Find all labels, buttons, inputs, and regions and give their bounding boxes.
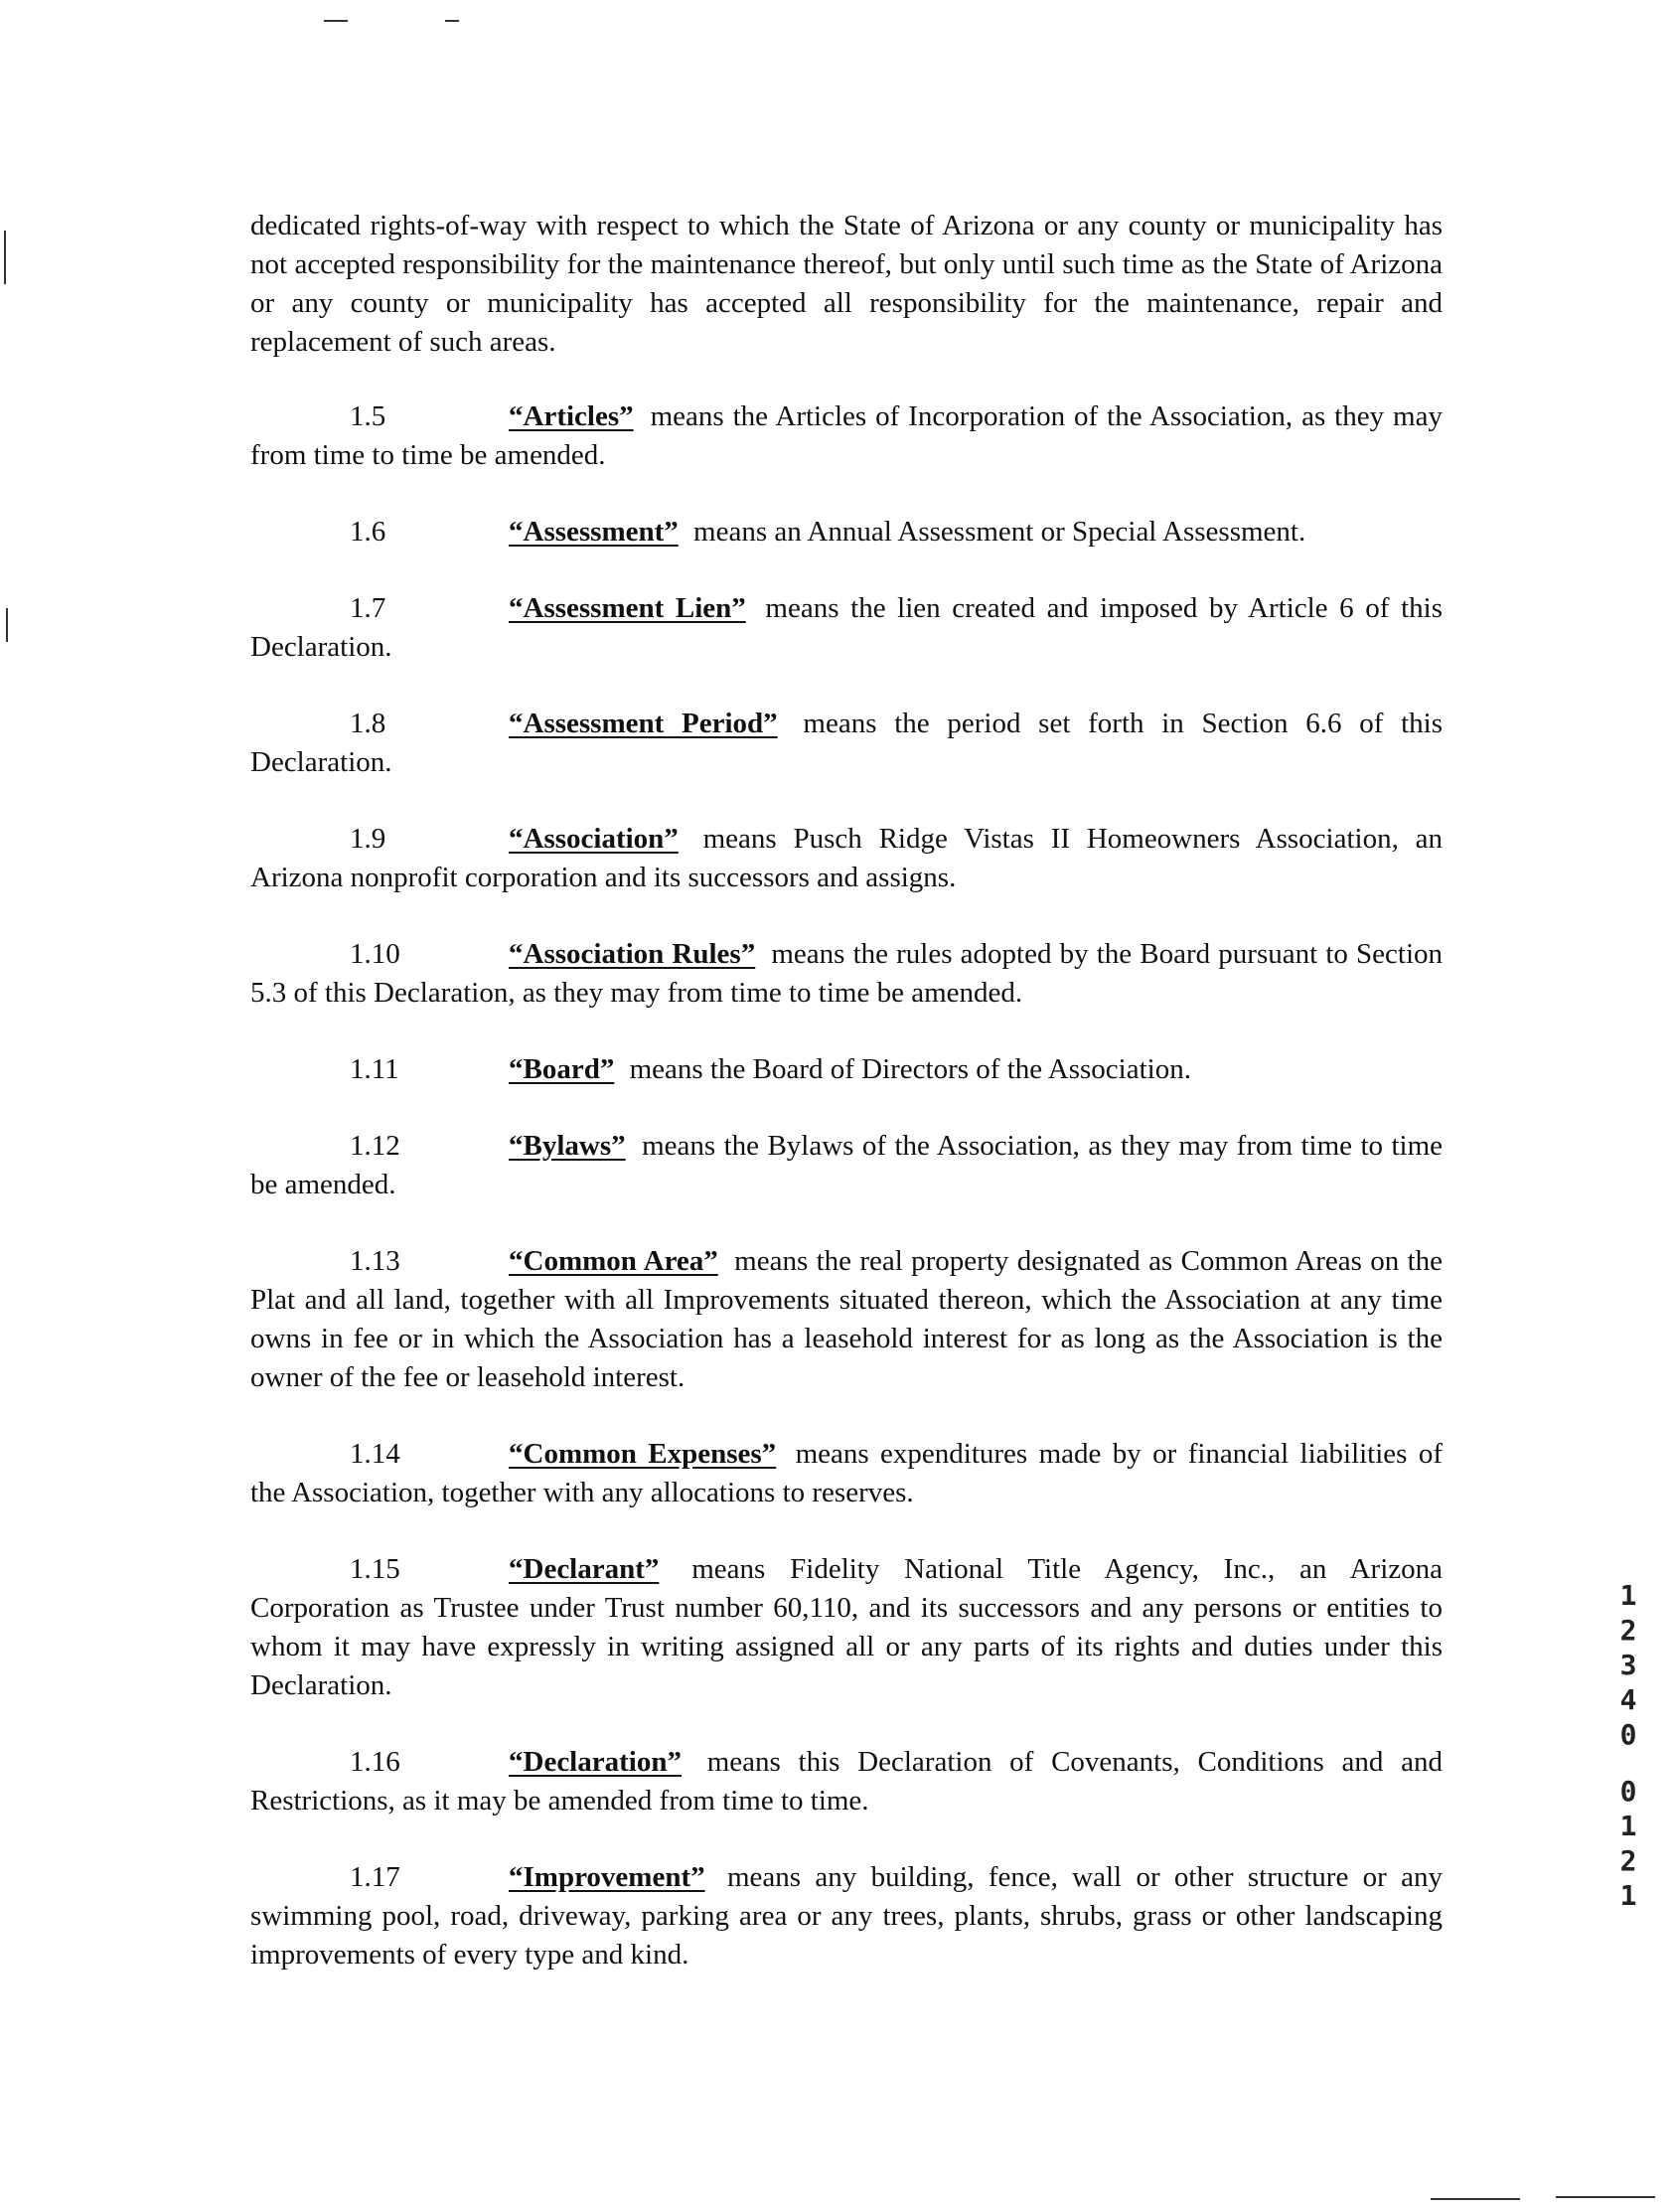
definition-text: means the lien created and imposed by Article 6 of this Declaration. [250, 592, 1443, 663]
scan-mark [445, 20, 459, 22]
stamp-digit: 4 [1619, 1683, 1637, 1716]
definition-term: “Assessment Lien” [509, 592, 746, 624]
definition-number: 1.15 [350, 1553, 400, 1585]
stamp-digit: 2 [1619, 1844, 1637, 1877]
definition-number: 1.17 [350, 1861, 400, 1893]
definition-1-7 [250, 589, 1443, 667]
definition-1-10 [250, 935, 1443, 1013]
definition-number: 1.10 [350, 938, 400, 970]
stamp-digit: 1 [1619, 1879, 1637, 1912]
definition-text: means Fidelity National Title Agency, Inc., an Arizona Corporation as Trustee under Trust number 60,110, and its successors and any persons or entities to whom it may have expressly in writing assigned all or any parts of its rights and duties under this Declaration. [250, 1553, 1444, 1701]
stamp-digit: 2 [1619, 1614, 1637, 1647]
scan-mark [4, 231, 6, 284]
definition-term: “Assessment Period” [509, 708, 778, 739]
definition-text: means the Board of Directors of the Association. [629, 1053, 1191, 1085]
definition-term: “Articles” [509, 400, 634, 432]
definition-text: means the Articles of Incorporation of the Association, as they may from time to time be amended. [250, 400, 1443, 471]
definition-text: means an Annual Assessment or Special Assessment. [693, 516, 1306, 548]
definition-term: “Board” [509, 1053, 615, 1085]
definition-text: means the real property designated as Common Areas on the Plat and all land, together with all Improvements situated thereon, which the Association at any time owns in fee or in which the Association has a leasehold interest for as long as the Association is the owner of the fee or leasehold interest. [250, 1245, 1443, 1393]
definition-number: 1.6 [350, 516, 386, 548]
scan-mark [324, 20, 348, 22]
definition-term: “Common Area” [509, 1245, 718, 1277]
definitions-list [250, 397, 1443, 2012]
definition-number: 1.12 [350, 1130, 400, 1162]
definition-number: 1.8 [350, 708, 386, 739]
definition-number: 1.7 [350, 592, 386, 624]
definition-term: “Declarant” [509, 1553, 660, 1585]
definition-term: “Declaration” [509, 1746, 682, 1778]
stamp-gap [1615, 1752, 1641, 1774]
definition-number: 1.13 [350, 1245, 400, 1277]
definition-1-13 [250, 1242, 1443, 1397]
scan-mark [6, 608, 8, 642]
definition-number: 1.5 [350, 400, 386, 432]
definition-text: means the Bylaws of the Association, as they may from time to time be amended. [250, 1130, 1443, 1200]
definition-1-8 [250, 705, 1443, 782]
definition-text: means the rules adopted by the Board pursuant to Section 5.3 of this Declaration, as they may from time to time be amended. [250, 938, 1444, 1009]
stamp-digit: 3 [1619, 1649, 1637, 1681]
definition-text: means Pusch Ridge Vistas II Homeowners Association, an Arizona nonprofit corporation and its successors and assigns. [250, 823, 1443, 893]
definition-text: means this Declaration of Covenants, Conditions and and Restrictions, as it may be amended from time to time. [250, 1746, 1444, 1817]
definition-number: 1.9 [350, 823, 386, 855]
definition-text: means the period set forth in Section 6.6 of this Declaration. [250, 708, 1443, 778]
definition-1-14 [250, 1435, 1443, 1512]
definition-1-6 [250, 513, 1443, 552]
definition-number: 1.16 [350, 1746, 400, 1778]
intro-paragraph: dedicated rights-of-way with respect to which the State of Arizona or any county or municipality has not accepted responsibility for the maintenance thereof, but only until such time as the State of Arizona or any county or municipality has accepted all responsibility for the maintenance, repair and replacement of such areas. [250, 210, 1443, 358]
definition-number: 1.11 [350, 1053, 399, 1085]
definition-1-12 [250, 1127, 1443, 1204]
definition-text: means expenditures made by or financial liabilities of the Association, together with any allocations to reserves. [250, 1438, 1443, 1508]
definition-term: “Association Rules” [509, 938, 756, 970]
definition-term: “Assessment” [509, 516, 679, 548]
definition-1-11 [250, 1050, 1443, 1089]
definition-term: “Bylaws” [509, 1130, 626, 1162]
definition-1-9 [250, 820, 1443, 897]
definition-1-17 [250, 1858, 1443, 1975]
definition-term: “Common Expenses” [509, 1438, 777, 1470]
scan-mark [1431, 2198, 1520, 2200]
docket-stamp [1615, 1578, 1641, 1913]
definition-number: 1.14 [350, 1438, 400, 1470]
scan-mark [1556, 2196, 1655, 2198]
definition-term: “Improvement” [509, 1861, 705, 1893]
stamp-digit: 0 [1619, 1775, 1637, 1808]
stamp-digit: 0 [1619, 1718, 1637, 1751]
definition-1-16 [250, 1743, 1443, 1820]
definition-term: “Association” [509, 823, 679, 855]
definition-1-5 [250, 397, 1443, 475]
definition-text: means any building, fence, wall or other structure or any swimming pool, road, driveway, parking area or any trees, plants, shrubs, grass or other landscaping improvements of every type and kind. [250, 1861, 1444, 1971]
definition-1-15 [250, 1550, 1443, 1705]
stamp-digit: 1 [1619, 1810, 1637, 1842]
stamp-digit: 1 [1619, 1579, 1637, 1612]
